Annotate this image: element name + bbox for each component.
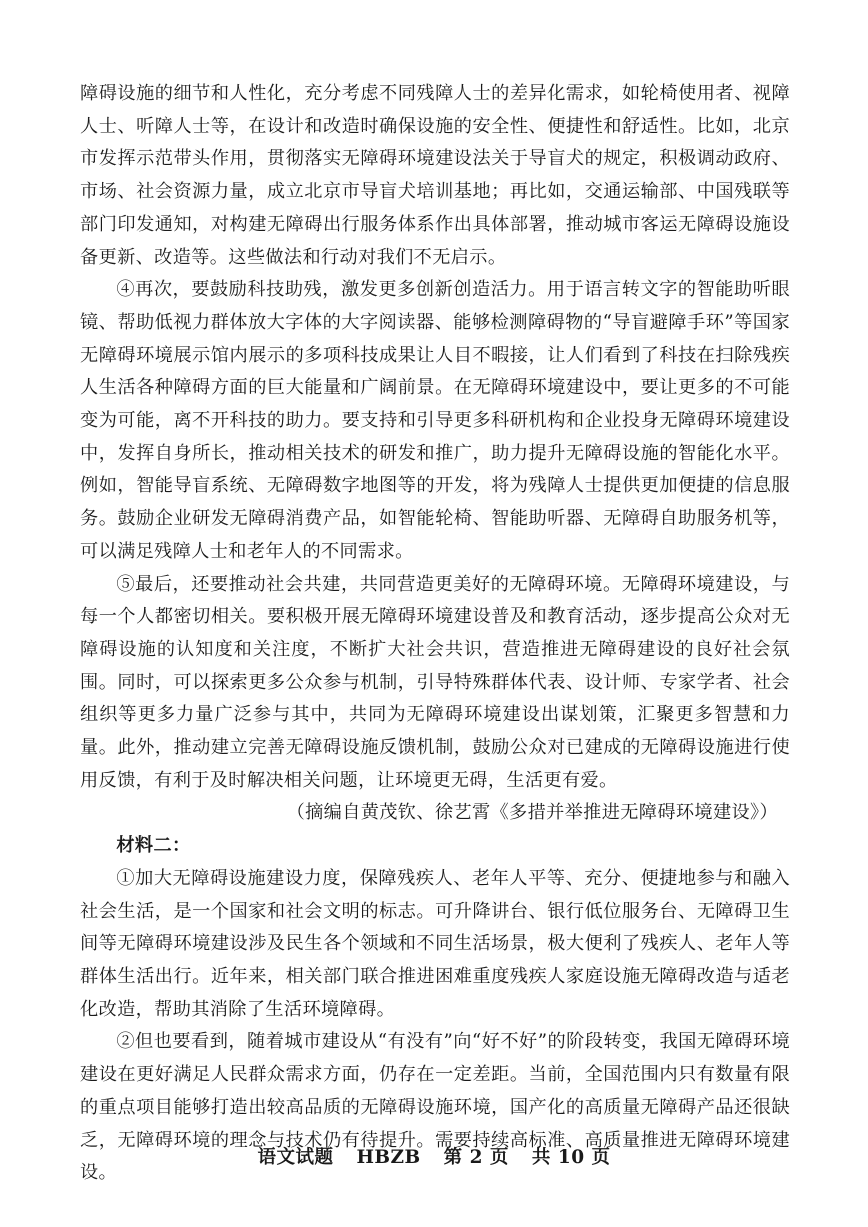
paragraph-5: ⑤最后，还要推动社会共建，共同营造更美好的无障碍环境。无障碍环境建设，与每一个人都密切相关。要积极开展无障碍环境建设普及和教育活动，逐步提高公众对无障碍设施的认知度和关注度，不断扩大社会共识，营造推进无障碍建设的良好社会氛围。同时，可以探索更多公众参与机制，引导特殊群体代表、设计师、专家学者、社会组织等更多力量广泛参与其中，共同为无障碍环境建设出谋划策，汇聚更多智慧和力量。此外，推动建立完善无障碍设施反馈机制，鼓励公众对已建成的无障碍设施进行使用反馈，有利于及时解决相关问题，让环境更无碍，生活更有爱。 xyxy=(80,573,790,791)
source-citation: （摘编自黄茂钦、徐艺霄《多措并举推进无障碍环境建设》） xyxy=(286,802,778,824)
footer-subject: 语文试题 xyxy=(257,1147,334,1168)
footer-total-pages: 共 10 页 xyxy=(531,1147,611,1168)
footer-page-number: 第 2 页 xyxy=(443,1147,509,1168)
material-2-paragraph-2: ②但也要看到，随着城市建设从“有没有”向“好不好”的阶段转变，我国无障碍环境建设在更好满足人民群众需求方面，仍存在一定差距。当前，全国范围内只有数量有限的重点项目能够打造出较高品质的无障碍设施环境，国产化的高质量无障碍产品还很缺乏，无障碍环境的理念与技术仍有待提升。需要持续高标准、高质量推进无障碍环境建设。 xyxy=(80,1031,790,1184)
footer-code: HBZB xyxy=(356,1147,421,1168)
document-page xyxy=(80,78,790,1190)
paragraph-continued: 障碍设施的细节和人性化，充分考虑不同残障人士的差异化需求，如轮椅使用者、视障人士、听障人士等，在设计和改造时确保设施的安全性、便捷性和舒适性。比如，北京市发挥示范带头作用，贯彻落实无障碍环境建设法关于导盲犬的规定，积极调动政府、市场、社会资源力量，成立北京市导盲犬培训基地；再比如，交通运输部、中国残联等部门印发通知，对构建无障碍出行服务体系作出具体部署，推动城市客运无障碍设施设备更新、改造等。这些做法和行动对我们不无启示。 xyxy=(80,83,790,268)
material-2-paragraph-1: ①加大无障碍设施建设力度，保障残疾人、老年人平等、充分、便捷地参与和融入社会生活，是一个国家和社会文明的标志。可升降讲台、银行低位服务台、无障碍卫生间等无障碍环境建设涉及民生各个领域和不同生活场景，极大便利了残疾人、老年人等群体生活出行。近年来，相关部门联合推进困难重度残疾人家庭设施无障碍改造与适老化改造，帮助其消除了生活环境障碍。 xyxy=(80,867,790,1020)
paragraph-4: ④再次，要鼓励科技助残，激发更多创新创造活力。用于语言转文字的智能助听眼镜、帮助低视力群体放大字体的大字阅读器、能够检测障碍物的“导盲避障手环”等国家无障碍环境展示馆内展示的多项科技成果让人目不暇接，让人们看到了科技在扫除残疾人生活各种障碍方面的巨大能量和广阔前景。在无障碍环境建设中，要让更多的不可能变为可能，离不开科技的助力。要支持和引导更多科研机构和企业投身无障碍环境建设中，发挥自身所长，推动相关技术的研发和推广，助力提升无障碍设施的智能化水平。例如，智能导盲系统、无障碍数字地图等的开发，将为残障人士提供更加便捷的信息服务。鼓励企业研发无障碍消费产品，如智能轮椅、智能助听器、无障碍自助服务机等，可以满足残障人士和老年人的不同需求。 xyxy=(80,279,790,562)
material-2-heading: 材料二： xyxy=(116,835,191,857)
page-footer xyxy=(0,1143,868,1169)
